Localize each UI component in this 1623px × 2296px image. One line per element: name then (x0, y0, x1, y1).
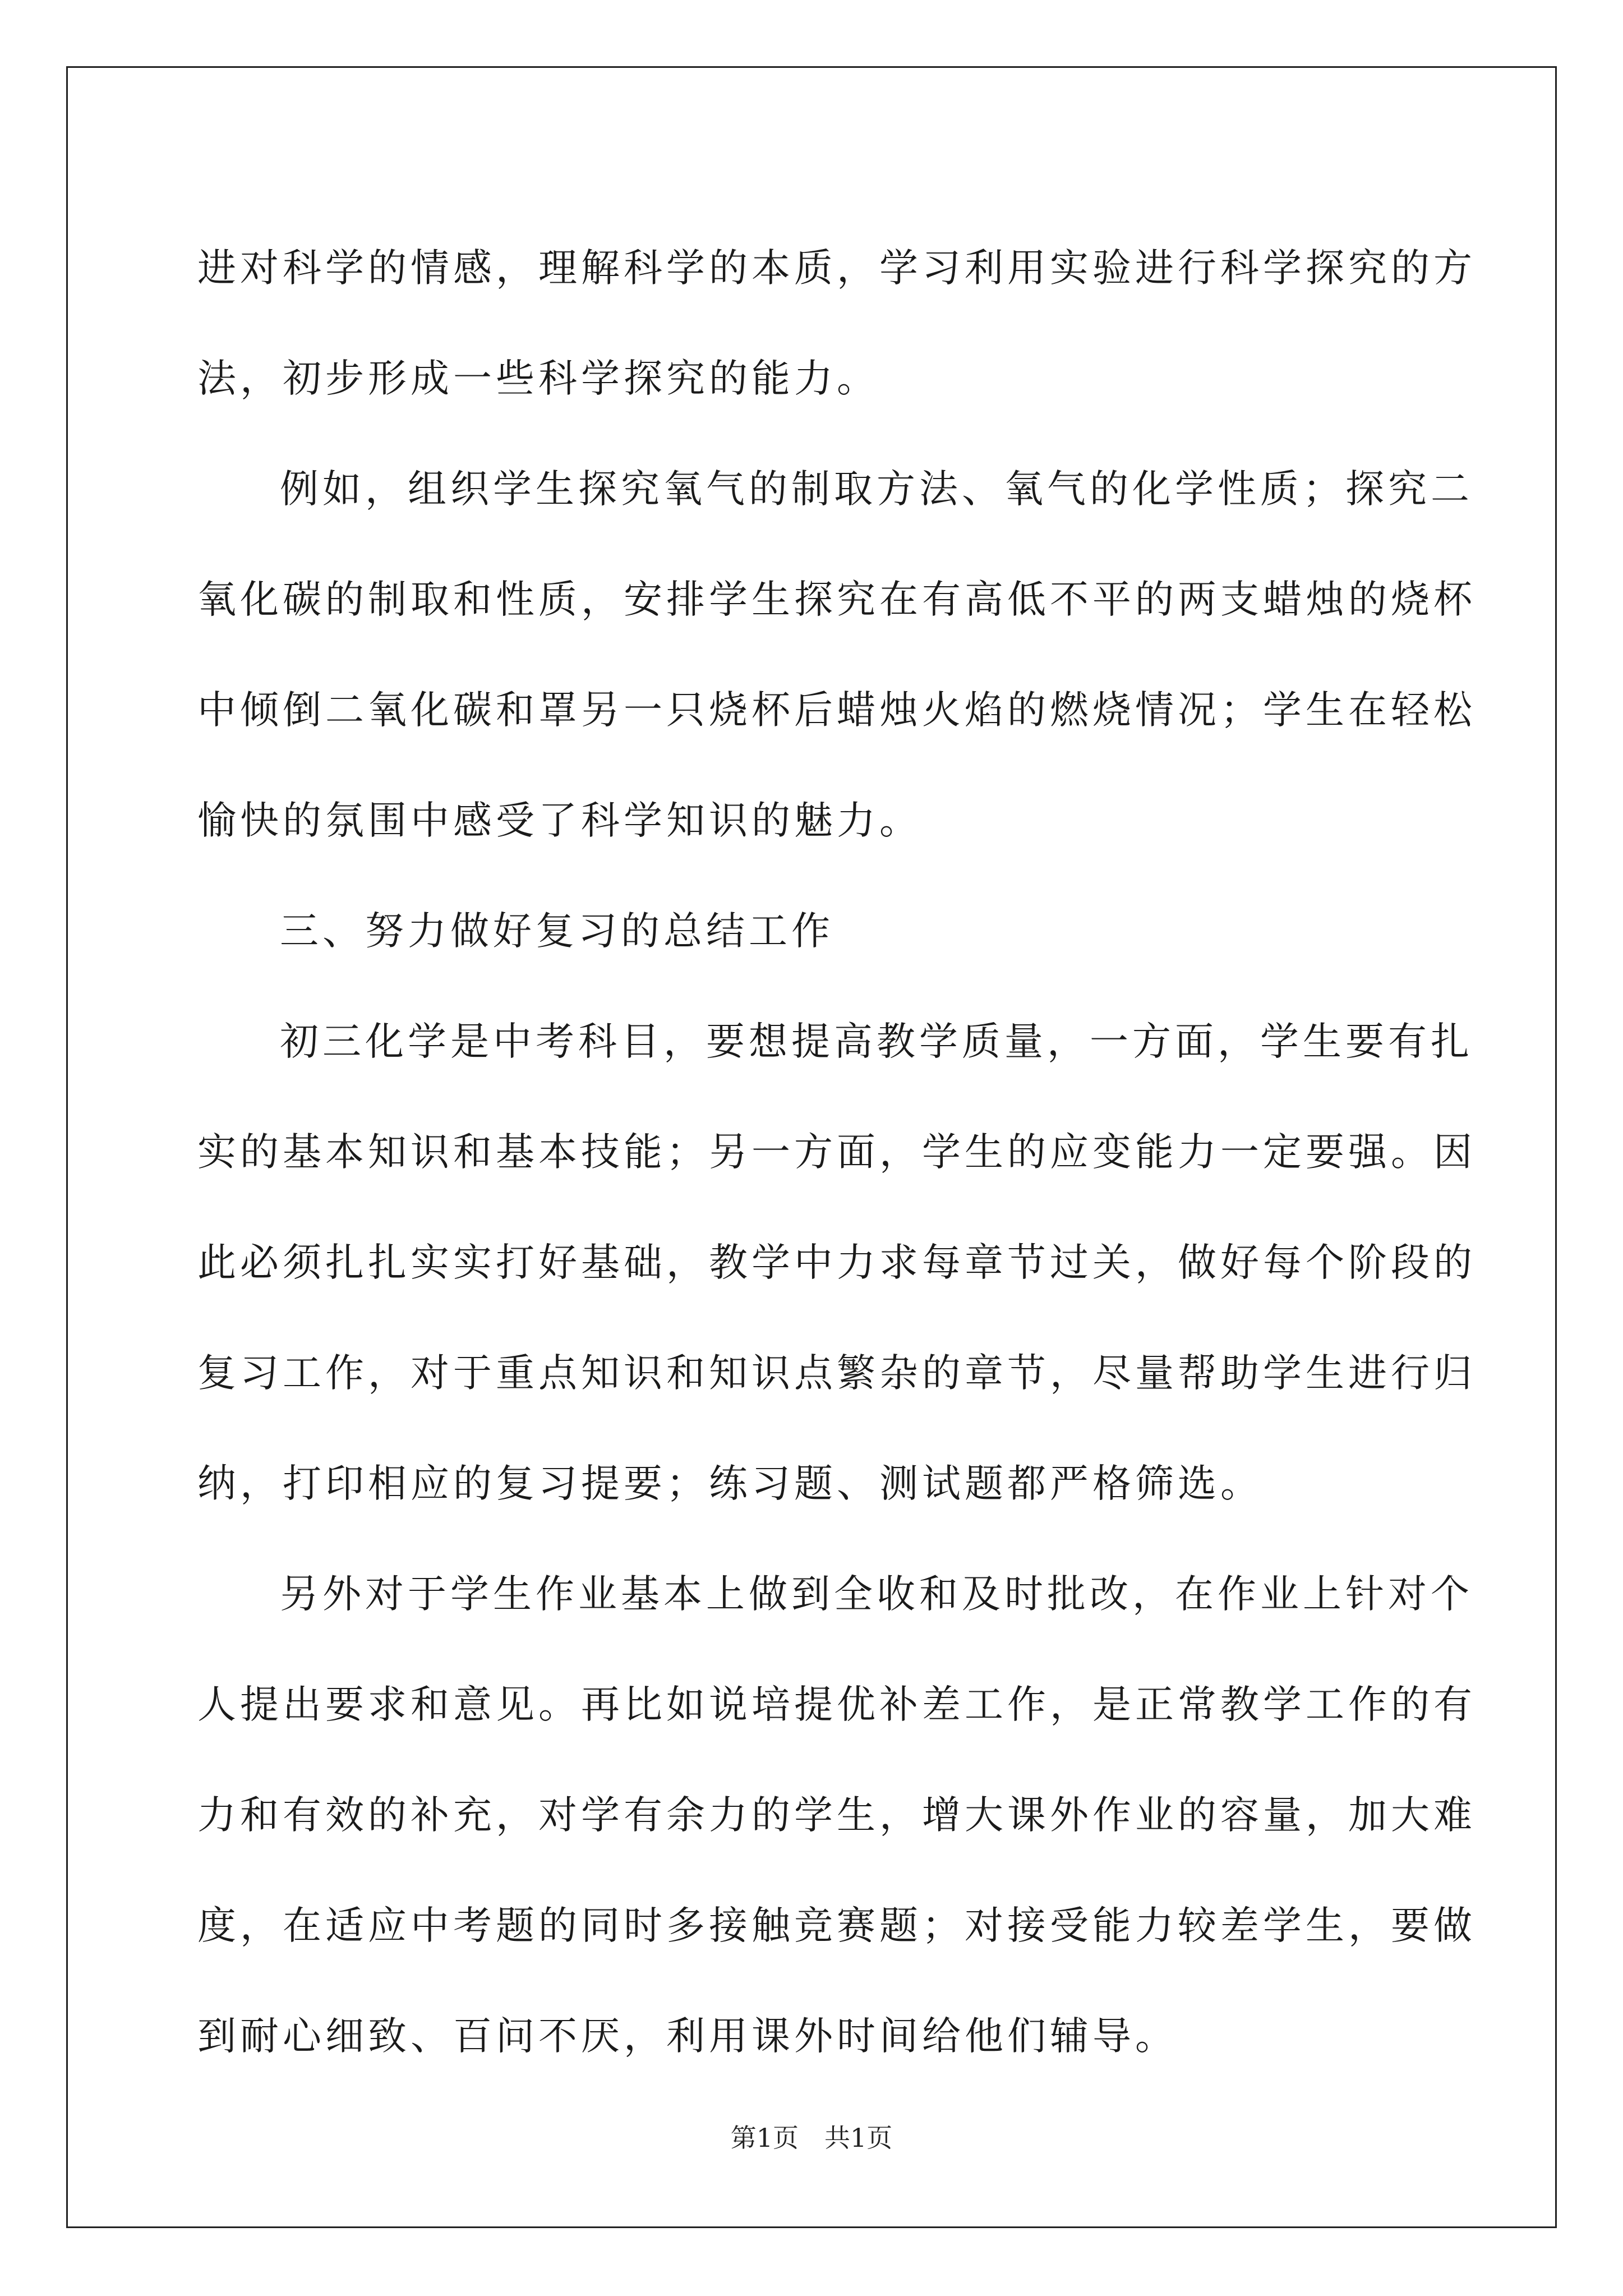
paragraph-2 (197, 434, 1476, 876)
text-line: 氧化碳的制取和性质，安排学生探究在有高低不平的两支蜡烛的烧杯 (197, 577, 1476, 622)
text-line: 三、努力做好复习的总结工作 (280, 909, 834, 954)
section-heading (197, 876, 1426, 987)
paragraph-4 (197, 1539, 1476, 2092)
page-footer: 第1页 共1页 (730, 2123, 893, 2153)
text-line: 人提出要求和意见。再比如说培提优补差工作，是正常教学工作的有 (197, 1682, 1476, 1727)
text-line: 度，在适应中考题的同时多接触竞赛题；对接受能力较差学生，要做 (197, 1903, 1476, 1948)
text-line: 进对科学的情感，理解科学的本质，学习利用实验进行科学探究的方 (197, 246, 1476, 291)
document-body (197, 213, 1476, 2092)
text-line: 愉快的氛围中感受了科学知识的魅力。 (197, 798, 922, 843)
paragraph-1 (197, 213, 1476, 434)
text-line: 实的基本知识和基本技能；另一方面，学生的应变能力一定要强。因 (197, 1130, 1476, 1175)
text-line: 复习工作，对于重点知识和知识点繁杂的章节，尽量帮助学生进行归 (197, 1351, 1476, 1396)
text-line: 到耐心细致、百问不厌，利用课外时间给他们辅导。 (197, 2014, 1178, 2059)
text-line: 力和有效的补充，对学有余力的学生，增大课外作业的容量，加大难 (197, 1793, 1476, 1838)
text-line: 初三化学是中考科目，要想提高教学质量，一方面，学生要有扎 (280, 1019, 1473, 1064)
text-line: 此必须扎扎实实打好基础，教学中力求每章节过关，做好每个阶段的 (197, 1240, 1476, 1285)
paragraph-3 (197, 987, 1476, 1539)
text-line: 纳，打印相应的复习提要；练习题、测试题都严格筛选。 (197, 1461, 1263, 1506)
text-line: 另外对于学生作业基本上做到全收和及时批改，在作业上针对个 (280, 1572, 1473, 1617)
text-line: 中倾倒二氧化碳和罩另一只烧杯后蜡烛火焰的燃烧情况；学生在轻松 (197, 688, 1476, 733)
text-line: 例如，组织学生探究氧气的制取方法、氧气的化学性质；探究二 (280, 467, 1473, 512)
text-line: 法，初步形成一些科学探究的能力。 (197, 356, 879, 401)
